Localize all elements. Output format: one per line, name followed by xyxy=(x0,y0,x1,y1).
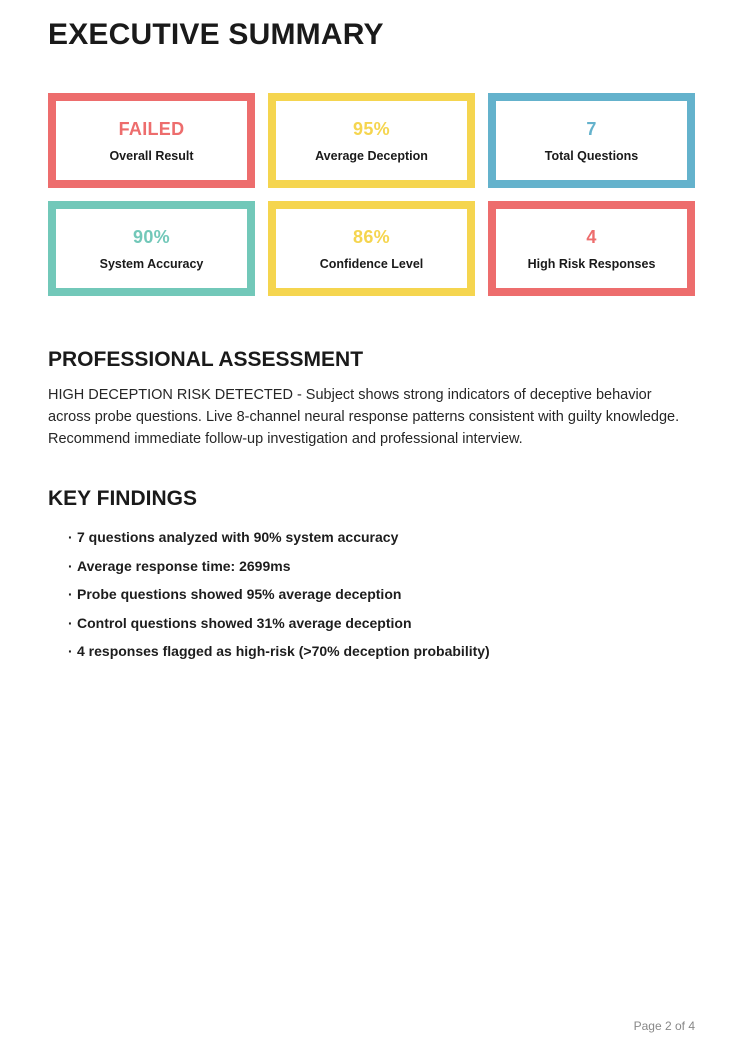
page-number-indicator: Page 2 of 4 xyxy=(633,1019,695,1033)
finding-text: 4 responses flagged as high-risk (>70% deception probability) xyxy=(77,643,490,659)
bullet-icon: · xyxy=(68,586,73,602)
stat-label: System Accuracy xyxy=(99,256,204,271)
stat-value: 86% xyxy=(353,226,390,247)
stat-card-total-questions xyxy=(488,93,695,188)
finding-text: 7 questions analyzed with 90% system accuracy xyxy=(77,529,399,545)
key-findings-list xyxy=(48,530,695,659)
stat-label: Average Deception xyxy=(315,148,428,163)
stat-value: 90% xyxy=(133,226,170,247)
bullet-icon: · xyxy=(68,557,73,574)
stat-value: 7 xyxy=(586,118,597,139)
list-item xyxy=(68,587,695,602)
list-item xyxy=(68,559,695,574)
bullet-icon: · xyxy=(68,614,73,631)
finding-text: Average response time: 2699ms xyxy=(77,557,291,574)
summary-stat-grid xyxy=(48,93,695,296)
finding-text: Control questions showed 31% average deception xyxy=(77,614,412,631)
stat-card-confidence-level xyxy=(268,201,475,296)
stat-card-system-accuracy xyxy=(48,201,255,296)
stat-label: High Risk Responses xyxy=(527,256,656,271)
section-heading-key-findings: KEY FINDINGS xyxy=(48,487,197,510)
finding-text: Probe questions showed 95% average deception xyxy=(77,586,402,602)
list-item xyxy=(68,530,695,545)
stat-label: Total Questions xyxy=(544,148,639,163)
section-professional-assessment xyxy=(48,347,695,450)
section-key-findings xyxy=(48,486,695,659)
list-item xyxy=(68,644,695,659)
stat-label: Confidence Level xyxy=(319,256,424,271)
list-item xyxy=(68,616,695,631)
stat-value: 4 xyxy=(586,226,597,247)
report-page xyxy=(0,17,743,659)
stat-card-average-deception xyxy=(268,93,475,188)
assessment-body-text: HIGH DECEPTION RISK DETECTED - Subject shows strong indicators of deceptive behavior across probe questions. Live 8-channel neural response patterns consistent with guilty knowledge. Recommend immediate follow-up investigation and professional interview. xyxy=(48,387,680,447)
bullet-icon: · xyxy=(68,643,73,659)
page-title: EXECUTIVE SUMMARY xyxy=(48,18,384,51)
stat-label: Overall Result xyxy=(109,148,194,163)
stat-card-high-risk-responses xyxy=(488,201,695,296)
stat-value: 95% xyxy=(353,118,390,139)
stat-card-overall-result xyxy=(48,93,255,188)
section-heading-professional-assessment: PROFESSIONAL ASSESSMENT xyxy=(48,348,364,371)
stat-value: FAILED xyxy=(118,118,185,139)
bullet-icon: · xyxy=(68,529,73,545)
